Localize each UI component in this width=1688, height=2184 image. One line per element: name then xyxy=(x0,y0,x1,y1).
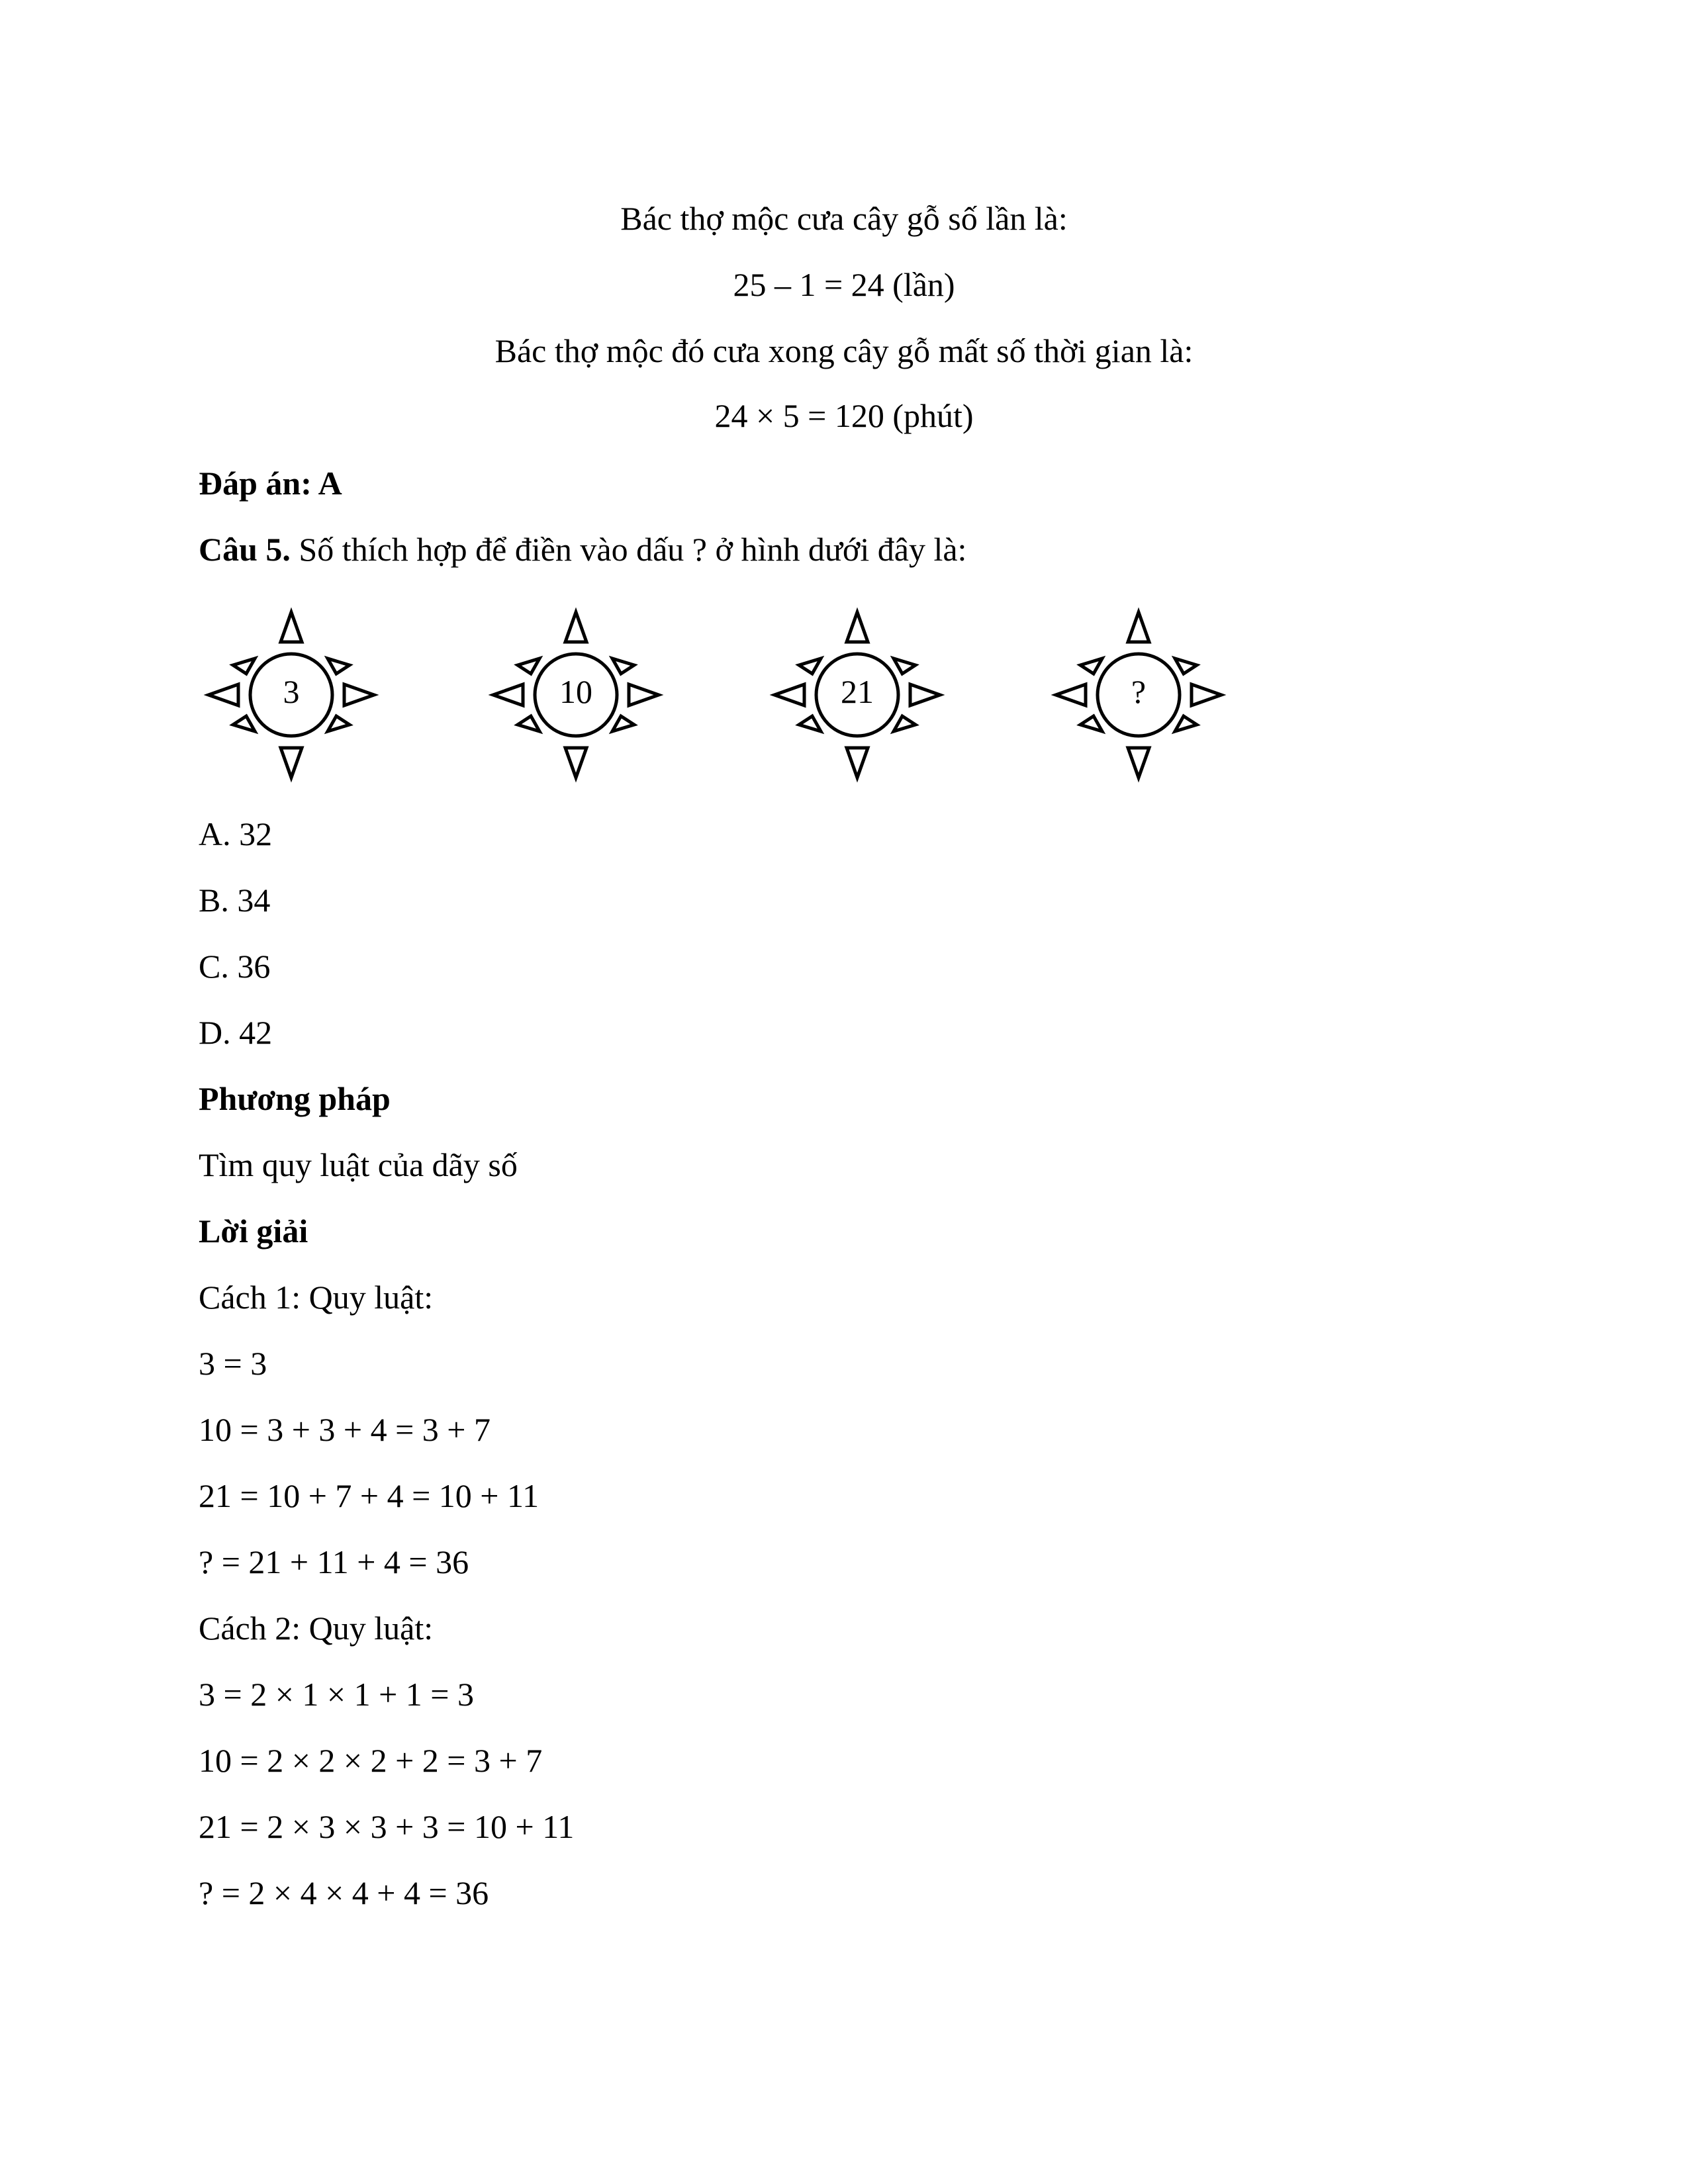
option-b: B. 34 xyxy=(199,882,271,919)
question-text: Số thích hợp để điền vào dấu ? ở hình dưới đây là: xyxy=(290,531,967,568)
sun-3 xyxy=(758,596,957,794)
option-c: C. 36 xyxy=(199,948,271,985)
question-label: Câu 5. xyxy=(199,531,291,568)
way2-title: Cách 2: Quy luật: xyxy=(199,1610,434,1647)
sun-4-number: ? xyxy=(1131,673,1147,710)
sun-3-number: 21 xyxy=(841,673,874,710)
sun-1 xyxy=(192,596,391,794)
way2-line: ? = 2 × 4 × 4 + 4 = 36 xyxy=(199,1874,489,1911)
way1-line: 10 = 3 + 3 + 4 = 3 + 7 xyxy=(199,1411,491,1448)
sun-2-number: 10 xyxy=(559,673,592,710)
sun-2 xyxy=(477,596,675,794)
sun-4 xyxy=(1039,596,1238,794)
way2-line: 3 = 2 × 1 × 1 + 1 = 3 xyxy=(199,1676,474,1713)
sun-figures xyxy=(192,596,1251,794)
option-d: D. 42 xyxy=(199,1014,273,1051)
method-heading: Phương pháp xyxy=(199,1080,391,1117)
sun-1-number: 3 xyxy=(283,673,300,710)
prev-solution-line-3: Bác thợ mộc đó cưa xong cây gỗ mất số thời gian là: xyxy=(494,332,1194,369)
method-text: Tìm quy luật của dãy số xyxy=(199,1146,518,1183)
way2-line: 21 = 2 × 3 × 3 + 3 = 10 + 11 xyxy=(199,1808,575,1845)
question-5 xyxy=(199,529,966,569)
prev-solution-line-1: Bác thợ mộc cưa cây gỗ số lần là: xyxy=(620,200,1068,237)
way1-line: 21 = 10 + 7 + 4 = 10 + 11 xyxy=(199,1477,539,1514)
solution-heading: Lời giải xyxy=(199,1212,308,1250)
prev-solution-line-4: 24 × 5 = 120 (phút) xyxy=(714,397,974,434)
way1-line: ? = 21 + 11 + 4 = 36 xyxy=(199,1543,469,1580)
option-a: A. 32 xyxy=(199,815,273,852)
prev-solution-line-2: 25 – 1 = 24 (lần) xyxy=(733,266,955,303)
prev-answer: Đáp án: A xyxy=(199,465,342,502)
way2-line: 10 = 2 × 2 × 2 + 2 = 3 + 7 xyxy=(199,1742,543,1779)
way1-title: Cách 1: Quy luật: xyxy=(199,1279,434,1316)
way1-line: 3 = 3 xyxy=(199,1345,267,1382)
